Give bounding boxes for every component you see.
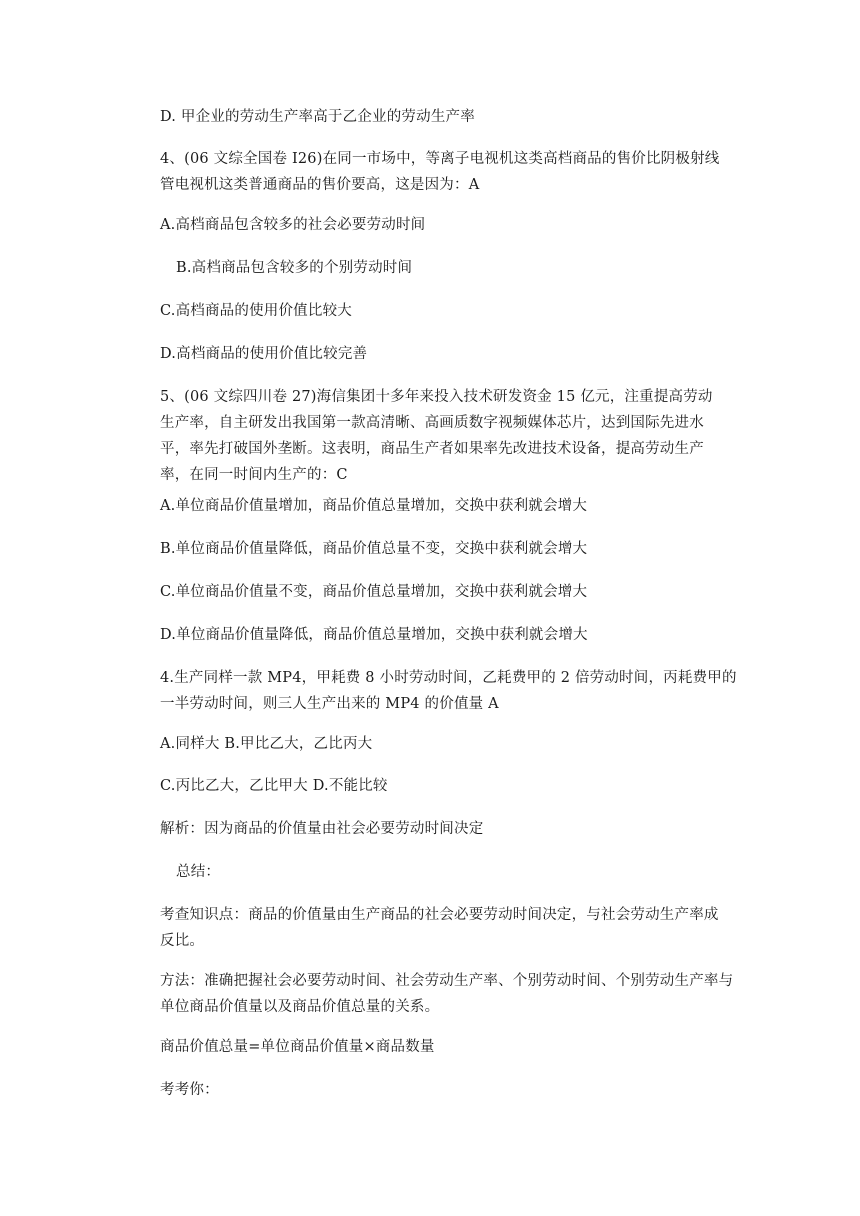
option-d-text: D. 甲企业的劳动生产率高于乙企业的劳动生产率	[160, 109, 475, 125]
summary-heading: 总结：	[176, 864, 221, 880]
question-5-option-c: C.单位商品价值量不变，商品价值总量增加，交换中获利就会增大	[160, 584, 588, 600]
question-mp4-options-cd: C.丙比乙大，乙比甲大 D.不能比较	[160, 778, 388, 794]
question-4-option-a: A.高档商品包含较多的社会必要劳动时间	[160, 217, 426, 233]
knowledge-point-text: 考查知识点：商品的价值量由生产商品的社会必要劳动时间决定，与社会劳动生产率成反比。	[160, 907, 719, 949]
question-5-option-b: B.单位商品价值量降低，商品价值总量不变，交换中获利就会增大	[160, 541, 588, 557]
formula-text: 商品价值总量=单位商品价值量×商品数量	[160, 1039, 435, 1055]
question-4-option-b: B.高档商品包含较多的个别劳动时间	[176, 260, 413, 276]
question-5-option-d: D.单位商品价值量降低，商品价值总量增加，交换中获利就会增大	[160, 627, 588, 643]
question-4-option-d: D.高档商品的使用价值比较完善	[160, 346, 368, 362]
quiz-heading: 考考你：	[160, 1082, 219, 1098]
question-4-option-c: C.高档商品的使用价值比较大	[160, 303, 352, 319]
question-4-stem: 4、(06 文综全国卷 I26)在同一市场中，等离子电视机这类高档商品的售价比阴极射线管电视机这类普通商品的售价要高，这是因为：A	[160, 151, 720, 193]
question-5-option-a: A.单位商品价值量增加，商品价值总量增加，交换中获利就会增大	[160, 498, 588, 514]
question-5-stem: 5、(06 文综四川卷 27)海信集团十多年来投入技术研发资金 15 亿元，注重提高劳动生产率，自主研发出我国第一款高清晰、高画质数字视频媒体芯片，达到国际先进水平，率先打破国外垄断。这表明，商品生产者如果率先改进技术设备，提高劳动生产率，在同一时间内生产的：C	[160, 389, 713, 483]
question-mp4-options-ab: A.同样大 B.甲比乙大，乙比丙大	[160, 736, 373, 752]
question-mp4-stem: 4.生产同样一款 MP4，甲耗费 8 小时劳动时间，乙耗费甲的 2 倍劳动时间，丙耗费甲的一半劳动时间，则三人生产出来的 MP4 的价值量 A	[160, 670, 737, 712]
analysis-text: 解析：因为商品的价值量由社会必要劳动时间决定	[160, 821, 484, 837]
method-text: 方法：准确把握社会必要劳动时间、社会劳动生产率、个别劳动时间、个别劳动生产率与单位商品价值量以及商品价值总量的关系。	[160, 973, 734, 1015]
